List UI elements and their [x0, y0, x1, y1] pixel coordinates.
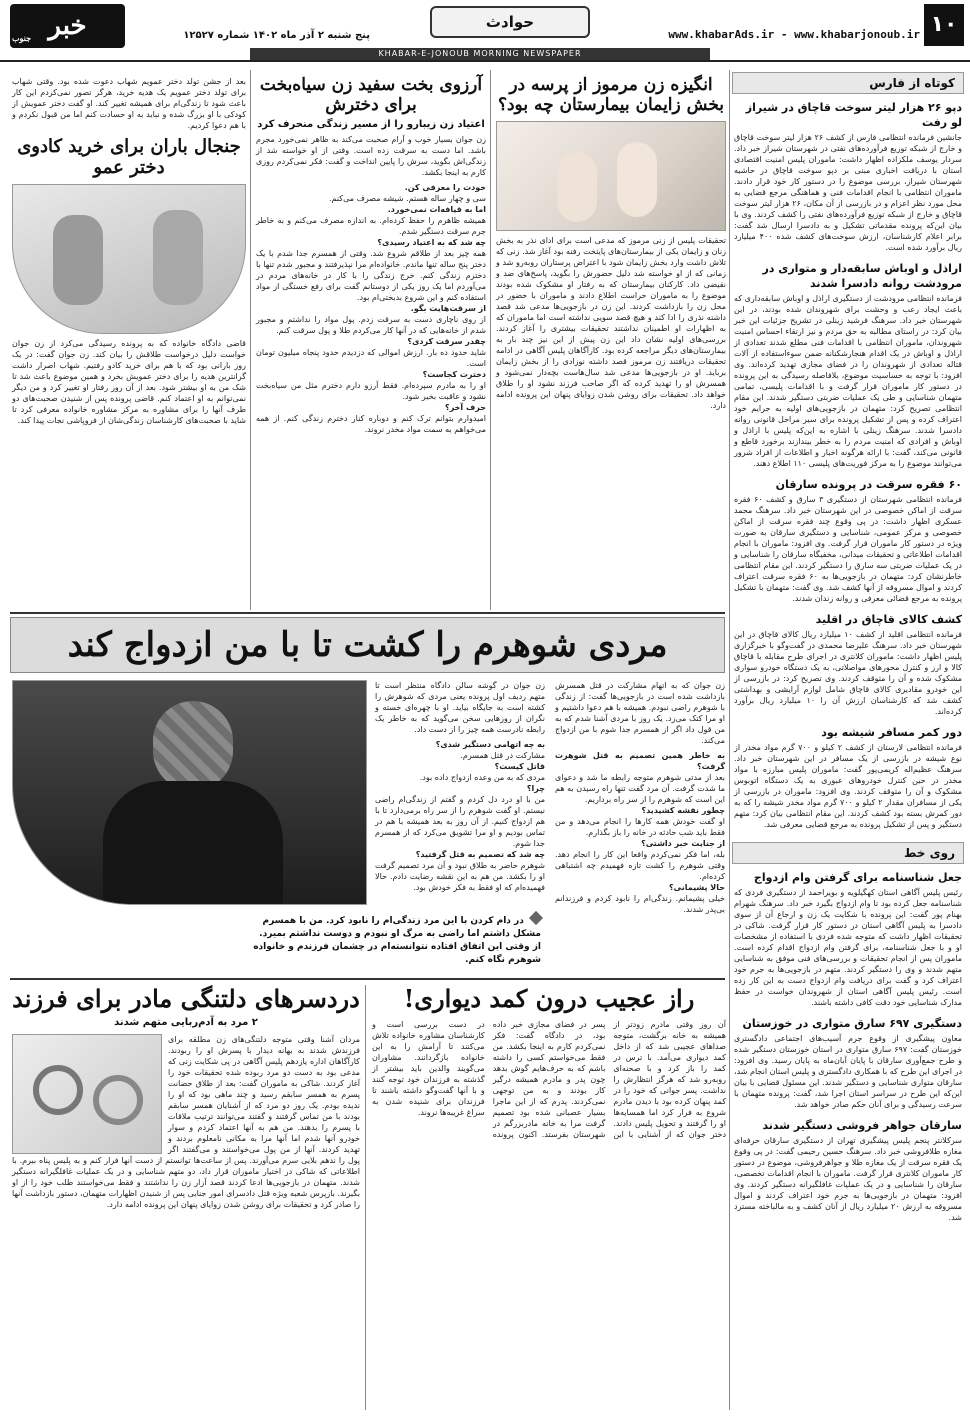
news-briefs-sidebar	[732, 72, 964, 1407]
masthead	[0, 0, 970, 62]
brief-title: کشف کالای قاچاق در اقلید	[815, 613, 962, 626]
article-content	[12, 1034, 360, 1210]
interview-question: قاتل کیست؟	[494, 762, 545, 771]
cuff-ring-shape	[33, 1065, 83, 1115]
interview-answer: مردی که به من وعده ازدواج داده بود.	[419, 773, 545, 782]
interview-question: حالا پشیمانی؟	[668, 883, 725, 892]
diamond-bullet-icon	[529, 911, 543, 925]
cuff-ring-shape	[93, 1075, 143, 1125]
article-body: زن جوان در گوشه سالن دادگاه منتظر است تا متهم ردیف اول پرونده یعنی مردی که شوهرش را کشته است به جایگاه بیاید. او با چهره‌ای خسته و نگران از روزهایی سخن می‌گوید که به خاطر یک رابطه نادرست همه چیز را از دست داد.	[375, 681, 545, 734]
chador-shape	[103, 781, 283, 905]
interview-question: چه شد که به اعتیاد رسیدی؟	[377, 238, 486, 248]
column-divider	[490, 70, 491, 610]
interview-question: چه شد که تصمیم به قتل گرفتید؟	[415, 850, 545, 859]
article-title: جنجال باران برای خرید کادوی دختر عمو	[17, 136, 241, 178]
interview-question: چرا؟	[526, 784, 545, 793]
interview-question: از سرقت‌هایت بگو.	[410, 304, 486, 314]
article-hospital	[496, 76, 726, 606]
hands-photo	[12, 184, 246, 334]
logo-sub-text: جنوب	[12, 33, 32, 43]
logo-text: خبر	[48, 11, 87, 41]
brief-title: دپو ۲۶ هزار لیتر سوخت قاچاق در شیراز لو رفت	[745, 101, 962, 129]
interview-answer: بعد از مدتی شوهرم متوجه رابطه ما شد و دعوای ما شدت گرفت. آن مرد گفت تنها راه رسیدن به هم این است که شوهرم را از سر راه برداریم.	[555, 773, 725, 804]
interview-question: حرف آخر؟	[445, 403, 486, 413]
section-divider	[10, 978, 725, 980]
hand-shape	[53, 215, 103, 305]
brief-title: جعل شناسنامه برای گرفتن وام ازدواج	[753, 871, 962, 884]
interview-answer: او را به مادرم سپرده‌ام. فقط آرزو دارم دخترم مثل من سیاه‌بخت نشود و عاقبت بخیر شود.	[256, 381, 486, 402]
brief-item	[732, 477, 964, 606]
brief-item	[732, 612, 964, 719]
brief-body: رئیس پلیس آگاهی استان کهگیلویه و بویراحمد از دستگیری فردی که شناسنامه جعل کرده بود تا وام ازدواج بگیرد خبر داد. سرهنگ شهرام بهنام پور گفت: این پرونده با شکایت یک زن و ارجاع آن از سوی دادسرا به پلیس آگاهی استان در دستور کار قرار گرفت. شاکی در تحقیقات اظهار داشت که متوجه شده فردی با استفاده از مشخصات او و با جعل شناسنامه، برای گرفتن وام ازدواج اقدام کرده است. ماموران پس از انجام تحقیقات و بررسی‌های فنی موفق به شناسایی متهم شدند و وی را دستگیر کردند. متهم در بازجویی‌ها به جرم خود اعتراف کرد و گفت برای دریافت وام ازدواج دست به این کار زده است. رئیس پلیس آگاهی استان از شهروندان خواست در حفظ مدارک شناسایی خود دقت کافی داشته باشند.	[734, 888, 962, 1007]
interview-answer: او گفت خودش همه کارها را انجام می‌دهد و من فقط باید شب حادثه در خانه را باز بگذارم.	[555, 817, 725, 837]
handcuffs-photo	[12, 1034, 162, 1154]
interview-answer: همه چیز بعد از طلاقم شروع شد. وقتی از همسرم جدا شدم با یک دختر پنج ساله تنها ماندم. خانواده‌ام مرا نپذیرفتند و مجبور شدم تنها با دخترم زندگی کنم. خرج زندگی را با کار در خانه‌های مردم در می‌آوردم اما یک روز یکی از دوستانم گفت برای رفع خستگی از مواد استفاده کنم و این شروع بدبختی‌ام بود.	[256, 249, 486, 303]
brief-body: سرکلانتر پنجم پلیس پیشگیری تهران از دستگیری سارقان حرفه‌ای مغازه طلافروشی خبر داد. سرهنگ حسین رحیمی گفت: در پی وقوع یک فقره سرقت از یک مغازه طلا و جواهرفروشی، موضوع در دستور کار ماموران کلانتری قرار گرفت. ماموران با انجام اقدامات تخصصی، سارقان را شناسایی و در یک عملیات غافلگیرانه دستگیر کردند. وی افزود: متهمان در بازجویی‌ها به جرم خود اعتراف کردند و اموال مسروقه به ارزش ۲۰ میلیارد ریال از آنان کشف و به مالباخته مسترد شد.	[734, 1136, 963, 1222]
article-body-top: بعد از جشن تولد دختر عمویم شهاب دعوت شده بود. وقتی شهاب برای تولد دختر عمویم یک هدیه خرید، هرگز تصور نمی‌کردم این کار باعث شود تا زندگی‌ام برای همیشه تغییر کند. او گفت دختر عمویش از کودکی با او بزرگ شده و نباید به او حسادت کنم اما من قبول نکردم و با هم دعوا کردیم.	[12, 77, 246, 130]
article-title: آرزوی بخت سفید زن سیاه‌بخت برای دخترش	[259, 75, 483, 115]
column-divider	[250, 70, 251, 610]
interview-question: اما به قیافه‌ات نمی‌خورد.	[387, 205, 486, 215]
interview-answer: سی و چهار ساله هستم. شیشه مصرف می‌کنم.	[329, 194, 486, 204]
brief-body: فرمانده انتظامی شهرستان از دستگیری ۳ سارق و کشف ۶۰ فقره سرقت از اماکن خصوصی در این شهرستان خبر داد. سرهنگ محمد عسکری اظهار داشت: در پی وقوع چند فقره سرقت از اماکن خصوصی و مرکز عمومی، شناسایی و دستگیری سارقان به صورت ویژه در دستور کار ماموران قرار گرفت. وی افزود: ماموران با انجام اقدامات اطلاعاتی و تحقیقات میدانی، مخفیگاه سارقان را شناسایی و در یک عملیات ضربتی سه سارق را دستگیر کردند. این مقام انتظامی خاطرنشان کرد: متهمان در بازجویی‌ها به ۶۰ فقره سرقت اعتراف کردند و اموال مسروقه از آنها کشف شد. وی گفت: متهمان با تشکیل پرونده به مرجع قضائی معرفی و روانه زندان شدند.	[734, 495, 962, 603]
interview-question: چقدر سرقت کردی؟	[407, 337, 486, 347]
interview-block	[375, 739, 545, 893]
blurred-face-shape	[153, 701, 233, 791]
baby-feet-photo	[496, 121, 726, 231]
interview-answer: مشارکت در قتل همسرم.	[460, 751, 545, 760]
column-divider	[729, 70, 730, 1410]
article-body: زن جوان که به اتهام مشارکت در قتل همسرش بازداشت شده است در بازجویی‌ها گفت: از زندگی با شوهرم راضی نبودم. همیشه با هم دعوا داشتیم و او مرا کتک می‌زد. یک روز با مردی آشنا شدم که به من قول داد اگر از همسرم جدا شوم با من ازدواج می‌کند.	[555, 681, 725, 745]
brief-title: اراذل و اوباش سابقه‌دار و متواری در مرودشت روانه دادسرا شدند	[762, 262, 962, 290]
hand-shape	[153, 210, 203, 305]
site-urls: www.khabarAds.ir - www.khabarjonoub.ir	[668, 28, 920, 41]
article-title: انگیزه زن مرموز از پرسه در بخش زایمان بیمارستان چه بود؟	[497, 75, 725, 115]
brief-item	[732, 261, 964, 471]
brief-item	[732, 100, 964, 255]
article-mother-longing	[12, 985, 360, 1405]
article-wall-closet	[372, 985, 726, 1405]
interview-question: به چه اتهامی دستگیر شدی؟	[435, 740, 545, 749]
interview-answer: بله، اما فکر نمی‌کردم واقعا این کار را انجام دهد. وقتی شوهرم را کشت تازه فهمیدم چه اشتباهی کرده‌ام.	[555, 850, 725, 881]
interview-answer: همیشه ظاهرم را حفظ کرده‌ام. به اندازه مصرف می‌کنم و به خاطر جرم سرقت دستگیر شدم.	[256, 216, 486, 237]
brief-title: ۶۰ فقره سرقت در پرونده سارقان	[775, 478, 962, 491]
interview-answer: امیدوارم بتوانم ترک کنم و دوباره کنار دخترم زندگی کنم. از همه می‌خواهم به سمت مواد مخدر نروند.	[256, 414, 486, 435]
article-title: راز عجیب درون کمد دیواری!	[403, 984, 695, 1013]
interview-answer: از روی ناچاری دست به سرقت زدم. پول مواد را نداشتم و مجبور شدم از خانه‌هایی که در آنها کار می‌کردم طلا و پول سرقت کنم.	[256, 315, 486, 336]
sidebar-header: روی خط	[732, 842, 964, 864]
interview-block	[555, 750, 725, 915]
brief-body: فرمانده انتظامی لارستان از کشف ۲ کیلو و ۷۰۰ گرم مواد مخدر از نوع شیشه در بازرسی از یک مسافر در این شهرستان خبر داد. سرهنگ عظیم‌اله کریمی‌پور گفت: ماموران پلیس مبارزه با مواد مخدر در حین کنترل خودروهای عبوری به یک دستگاه اتوبوس مشکوک و آن را متوقف کردند. وی افزود: ماموران در بازرسی از یکی از مسافران مقدار ۲ کیلو و ۷۰۰ گرم مواد مخدر شیشه را که به دور کمرش بسته بود کشف کردند. این مقام انتظامی بیان کرد: متهم دستگیر و پس از تشکیل پرونده به مرجع قضایی معرفی شد.	[734, 743, 963, 829]
interview-question: از جنایت خبر داشتی؟	[641, 839, 725, 848]
brief-title: دور کمر مسافر شیشه بود	[821, 726, 962, 739]
baby-foot-shape	[557, 152, 597, 222]
murder-headline-banner: مردی شوهرم را کشت تا با من ازدواج کند	[10, 617, 725, 673]
article-body-bottom: قاضی دادگاه خانواده که به پرونده رسیدگی می‌کرد از زن جوان خواست دلیل درخواست طلاقش را بیان کند. زن جوان گفت: در یک روز بارانی بود که با هم برای خرید کادو رفتیم. شهاب اصرار داشت گرانترین هدیه را برای دختر عمویش بخرد و همین موضوع باعث شد تا شک من به او بیشتر شود. بعد از آن روز رفتار او تغییر کرد و من دیگر نمی‌توانم به او اعتماد کنم. قاضی پرونده پس از شنیدن صحبت‌های دو طرف آنها را برای مشاوره به مرکز مشاوره خانواده معرفی کرد تا شاید با صحبت‌های کارشناسان زندگی‌شان از فروپاشی نجات پیدا کند.	[12, 339, 246, 426]
brief-title: سارقان جواهر فروشی دستگیر شدند	[762, 1119, 962, 1132]
article-bride	[256, 76, 486, 606]
article-body: مردان آشنا وقتی متوجه دلتنگی‌های زن مطلقه برای فرزندش شدند به بهانه دیدار با پسرش او را ربودند. کارآگاهان اداره یازدهم پلیس آگاهی در پی شکایت زنی که مدعی بود به دست دو مرد ربوده شده تحقیقات خود را آغاز کردند. شاکی به ماموران گفت: بعد از طلاق حضانت پسرم به همسر سابقم رسید و چند ماهی بود که او را ندیده بودم. یک روز دو مرد که از آشنایان همسر سابقم بودند با من تماس گرفتند و گفتند می‌توانند ترتیب ملاقات با پسرم را بدهند. من هم به آنها اعتماد کردم و سوار خودرو آنها شدم اما آنها مرا به مکانی نامعلوم بردند و تهدید کردند. آنها از من پول می‌خواستند و می‌گفتند اگر پول را ندهم بلایی سرم می‌آورند. پس از ساعت‌ها توانستم از دست آنها فرار کنم و به پلیس پناه ببرم. با اطلاعاتی که شاکی در اختیار ماموران قرار داد، دو متهم شناسایی و در یک عملیات غافلگیرانه دستگیر شدند. متهمان در بازجویی‌ها ادعا کردند قصد آزار زن را نداشتند و فقط می‌خواستند طلب خود را از او بگیرند. بازپرس شعبه ویژه قتل دادسرای امور جنایی پس از شنیدن اظهارات متهمان، دستور بازداشت آنها را صادر کرد و تحقیقات برای روشن شدن زوایای پنهان این پرونده ادامه دارد.	[12, 1034, 360, 1209]
interview-answer: شاید حدود ده بار. ارزش اموالی که دزدیدم حدود پنجاه میلیون تومان است.	[256, 348, 486, 369]
brief-body: فرمانده انتظامی اقلید از کشف ۱۰ میلیارد ریال کالای قاچاق در این شهرستان خبر داد. سرهنگ علیرضا محمدی در گفت‌وگو با خبرگزاری پلیس اظهار داشت: ماموران کلانتری در اجرای طرح مقابله با قاچاق کالا و ارز و کنترل محورهای مواصلاتی، به یک دستگاه خودرو سواری مشکوک شده و آن را متوقف کردند. وی تصریح کرد: در بازرسی از این خودرو مقادیری کالای قاچاق شامل لوازم آرایشی و بهداشتی کشف شد که کارشناسان ارزش آن را ۱۰ میلیارد ریال برآورد کرده‌اند.	[734, 630, 963, 716]
interview-question: خودت را معرفی کن.	[404, 183, 486, 193]
brief-body: فرمانده انتظامی مرودشت از دستگیری اراذل و اوباش سابقه‌داری که باعث ایجاد رعب و وحشت برای شهروندان شده بودند، در این شهرستان خبر داد. سرهنگ فرشید زینلی در تشریح جزئیات این خبر بیان کرد: در راستای مطالبه به حق مردم و نیز ارتقاء احساس امنیت شهروندان، ماموران انتظامی با اقدامات فنی مطلع شدند تعدادی از اراذل و اوباش در یک اقدام هنجارشکنانه ضمن سوءاستفاده از آلات قتاله تعدادی از شهروندان را در فضای مجازی تهدید کرده‌اند. وی افزود: با توجه به حساسیت موضوع، بلافاصله رسیدگی به این پرونده در دستور کار ماموران قرار گرفت و با اقدامات پلیسی، تمامی متهمان شناسایی و طی یک عملیات ضربتی دستگیر شدند. این مقام انتظامی تصریح کرد: متهمان در بازجویی‌های اولیه به جرایم خود اعتراف کرده و پس از تشکیل پرونده برای سیر مراحل قانونی روانه دادسرا شدند. سرهنگ زینلی با اشاره به این‌که پلیس با اراذل و اوباش و افرادی که امنیت مردم را به خطر بیندازند برخورد قاطع و قانونی می‌کند، گفت: با ارائه هرگونه اخبار و اطلاعات از افراد شرور می‌توانند موضوع را به مرکز فوریت‌های پلیسی ۱۱۰ اطلاع دهند.	[733, 294, 962, 468]
page-number: ۱۰	[924, 4, 964, 46]
article-kicker: ۲ مرد به آدم‌ربایی متهم شدند	[114, 1016, 258, 1028]
brief-item	[732, 870, 964, 1010]
murder-article-right-column	[555, 680, 725, 975]
murder-article-middle-column	[375, 680, 545, 905]
interview-answer: خیلی پشیمانم. زندگی‌ام را نابود کردم و فرزندانم بی‌پدر شدند.	[555, 894, 725, 914]
interview-question: چطور نقشه کشیدید؟	[641, 806, 725, 815]
brief-item	[732, 1118, 964, 1225]
article-cousin-gift	[12, 76, 246, 606]
interview-block	[256, 182, 486, 435]
brief-body: جانشین فرمانده انتظامی فارس از کشف ۲۶ هزار لیتر سوخت قاچاق و خارج از شبکه توزیع فرآورده‌های نفتی در شهرستان شیراز خبر داد. سردار یوسف ملکزاده اظهار داشت: ماموران پلیس امنیت اقتصادی استان با دریافت اخباری مبنی بر دپو سوخت قاچاق در حاشیه شهرستان شیراز، بررسی موضوع را در دستور کار خود قرار دادند. ماموران انتظامی با انجام اقدامات فنی و هماهنگی مرجع قضایی به محل مورد نظر اعزام و در بازرسی از آن مکان، ۲۶ هزار لیتر سوخت قاچاق و خارج از شبکه توزیع فرآورده‌های نفتی را کشف کردند. وی با بیان این‌که پرونده مقدماتی تشکیل و به دادسرا ارسال شد گفت: برابر اعلام کارشناسان، ارزش سوخت‌های کشف شده ۴۰۰ میلیارد ریال برآورد شده است.	[734, 133, 963, 252]
brief-item	[732, 1016, 964, 1112]
newspaper-logo	[10, 4, 125, 48]
woman-portrait-photo	[12, 680, 367, 905]
article-body: آن روز وقتی مادرم زودتر از همیشه به خانه برگشت، متوجه صداهای عجیبی شد که از داخل کمد دیواری می‌آمد. با ترس در کمد را باز کرد و با صحنه‌ای روبه‌رو شد که هرگز انتظارش را نداشت. پسر جوانی که خود را در کمد پنهان کرده بود با دیدن مادرم شروع به فرار کرد اما همسایه‌ها او را گرفتند و تحویل پلیس دادند. دختر جوان که از آشنایی با این پسر در فضای مجازی خبر داده بود، در دادگاه گفت: فکر نمی‌کردم کارم به اینجا بکشد. من فقط می‌خواستم کسی را داشته باشم که به حرف‌هایم گوش بدهد چون پدر و مادرم همیشه درگیر کار بودند و به من توجهی نمی‌کردند. پدرم که از این ماجرا بسیار عصبانی شده بود تصمیم گرفت مرا به خانه مادربزرگم در شهرستان بفرستد. اکنون پرونده در دست بررسی است و کارشناسان مشاوره خانواده تلاش می‌کنند تا آرامش را به این خانواده بازگردانند. مشاوران می‌گویند والدین باید بیشتر از گذشته به فرزندان خود توجه کنند و با آنها گفت‌وگو داشته باشند تا فرزندان برای شنیده شدن به سراغ غریبه‌ها نروند.	[372, 1019, 726, 1139]
issue-info: پنج شنبه ۲ آذر ماه ۱۴۰۲ شماره ۱۲۵۲۷	[183, 30, 370, 41]
brief-title: دستگیری ۶۹۷ سارق متواری در خوزستان	[742, 1017, 962, 1030]
article-title: دردسرهای دلتنگی مادر برای فرزند	[12, 984, 360, 1013]
column-divider	[365, 985, 366, 1410]
article-intro: زن جوان بسیار خوب و آرام صحبت می‌کند به ظاهر نمی‌خورد مجرم باشد. اما دست به سرقت زده است. وقتی از او خواسته شد از زندگی‌اش بگوید، سرش را پایین انداخت و گفت: فکر نمی‌کردم روزی کارم به اینجا بکشد.	[256, 135, 486, 178]
interview-answer: من با او درد دل کردم و گفتم از زندگی‌ام راضی نیستم. او گفت شوهرم را از سر راه برمی‌دارد تا با هم ازدواج کنیم. از آن روز به بعد همیشه با هم در تماس بودیم و او مرا تشویق می‌کرد که از همسرم جدا شوم.	[375, 795, 545, 848]
english-name-strip: KHABAR-E-JONOUB MORNING NEWSPAPER	[250, 48, 710, 60]
article-kicker: اعتیاد زن زیبارو را از مسیر زندگی منحرف کرد	[257, 119, 485, 131]
section-title: حوادث	[430, 6, 590, 38]
baby-foot-shape	[617, 142, 657, 217]
pull-quote-text: در دام کردن با این مرد زندگی‌ام را نابود کرد. من با همسرم مشکل داشتم اما راضی به مرگ او نبودم و دوست نداشتم بمیرد. از وقتی این اتفاق افتاده نتوانسته‌ام در چشمان فرزندم و خانواده شوهرم نگاه کنم.	[253, 916, 541, 965]
sidebar-header: کوتاه از فارس	[732, 72, 964, 94]
article-body: تحقیقات پلیس از زنی مرموز که مدعی است برای ادای نذر به بخش زنان و زایمان یکی از بیمارستان‌های پایتخت رفته بود آغاز شد. زنی که تلاش داشت وارد بخش زایمان شود با اعتراض پرستاران روبه‌رو شد و زمانی که از او خواسته شد دلیل حضورش را بگوید، پاسخ‌های ضد و نقیضی داد. کارکنان بیمارستان که به رفتار او مشکوک شده بودند موضوع را به ماموران حراست اطلاع دادند و ماموران با حضور در محل زن را بازداشت کردند. این زن در بازجویی‌ها مدعی شد قصد داشته نذری را ادا کند و هیچ قصد سویی نداشته است اما ماموران که به اظهارات او اطمینان نداشتند تحقیقات بیشتری را آغاز کردند. بررسی‌های اولیه نشان داد این زن پیش از این نیز چند بار به بیمارستان‌های دیگر مراجعه کرده بود. کارآگاهان پلیس آگاهی در ادامه تحقیقات دریافتند زن مرموز قصد داشته نوزادی را از بخش زایمان برباید. او در بازجویی‌ها مدعی شد سال‌هاست بچه‌دار نمی‌شود و همسرش او را تهدید کرده که اگر صاحب فرزند نشود او را طلاق خواهد داد. تحقیقات برای روشن شدن زوایای پنهان این پرونده ادامه دارد.	[496, 236, 726, 411]
interview-answer: شوهرم حاضر به طلاق نبود و آن مرد تصمیم گرفت او را بکشد. من هم به این نقشه رضایت دادم. حالا فهمیده‌ام که او فقط به فکر خودش بود.	[375, 861, 545, 892]
murder-pull-quote	[245, 910, 545, 968]
brief-body: معاون پیشگیری از وقوع جرم آسیب‌های اجتماعی دادگستری خوزستان گفت: ۶۹۷ سارق متواری در استان خوزستان دستگیر شده و طرح جمع‌آوری سارقان با پایان آبان‌ماه به پایان رسید. وی افزود: در اجرای این طرح که با همکاری دادگستری و پلیس استان انجام شد، سارقان متواری شناسایی و دستگیر شدند. این مسئول قضایی با بیان این‌که این طرح در سراسر استان اجرا شد، گفت: پرونده متهمان با سرعت رسیدگی و برای آنان حکم صادر خواهد شد.	[734, 1034, 962, 1109]
brief-item	[732, 725, 964, 832]
section-divider	[10, 612, 725, 614]
interview-question: به خاطر همین تصمیم به قتل شوهرت گرفت؟	[555, 751, 725, 771]
interview-question: دخترت کجاست؟	[422, 370, 486, 380]
